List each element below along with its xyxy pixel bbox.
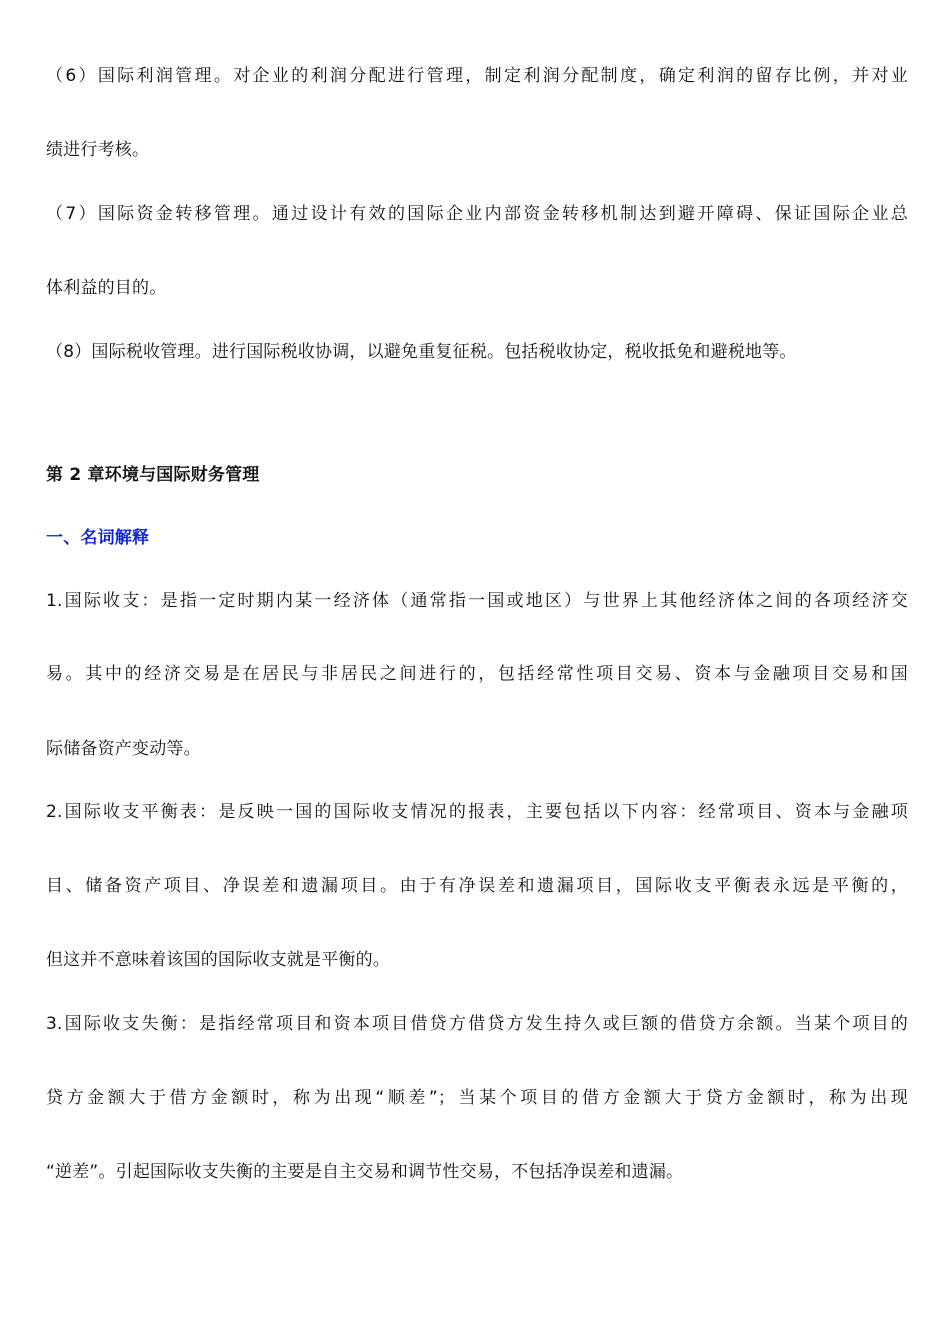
definition-2-line-2: 目、储备资产项目、净误差和遗漏项目。由于有净误差和遗漏项目，国际收支平衡表永远是平衡的， — [46, 876, 908, 896]
definition-1-line-2: 易。其中的经济交易是在居民与非居民之间进行的，包括经常性项目交易、资本与金融项目交易和国 — [46, 664, 908, 684]
paragraph-6-line-2: 绩进行考核。 — [46, 140, 150, 160]
definition-2-line-1: 2.国际收支平衡表：是反映一国的国际收支情况的报表，主要包括以下内容：经常项目、资本与金融项 — [46, 802, 908, 822]
paragraph-7-line-1: （7）国际资金转移管理。通过设计有效的国际企业内部资金转移机制达到避开障碍、保证国际企业总 — [46, 204, 908, 224]
chapter-heading: 第 2 章环境与国际财务管理 — [46, 465, 260, 485]
paragraph-6-line-1: （6）国际利润管理。对企业的利润分配进行管理，制定利润分配制度，确定利润的留存比例，并对业 — [46, 66, 908, 86]
definition-1-line-1: 1.国际收支：是指一定时期内某一经济体（通常指一国或地区）与世界上其他经济体之间的各项经济交 — [46, 591, 908, 611]
paragraph-8-line-1: （8）国际税收管理。进行国际税收协调，以避免重复征税。包括税收协定，税收抵免和避税地等。 — [46, 342, 797, 362]
section-heading: 一、名词解释 — [46, 528, 150, 548]
definition-3-line-1: 3.国际收支失衡：是指经常项目和资本项目借贷方借贷方发生持久或巨额的借贷方余额。当某个项目的 — [46, 1014, 908, 1034]
definition-1-line-3: 际储备资产变动等。 — [46, 739, 201, 759]
definition-2-line-3: 但这并不意味着该国的国际收支就是平衡的。 — [46, 950, 390, 970]
definition-3-line-2: 贷方金额大于借方金额时，称为出现“顺差”；当某个项目的借方金额大于贷方金额时，称为出现 — [46, 1088, 908, 1108]
definition-3-line-3: “逆差”。引起国际收支失衡的主要是自主交易和调节性交易，不包括净误差和遗漏。 — [46, 1162, 684, 1182]
paragraph-7-line-2: 体利益的目的。 — [46, 278, 167, 298]
